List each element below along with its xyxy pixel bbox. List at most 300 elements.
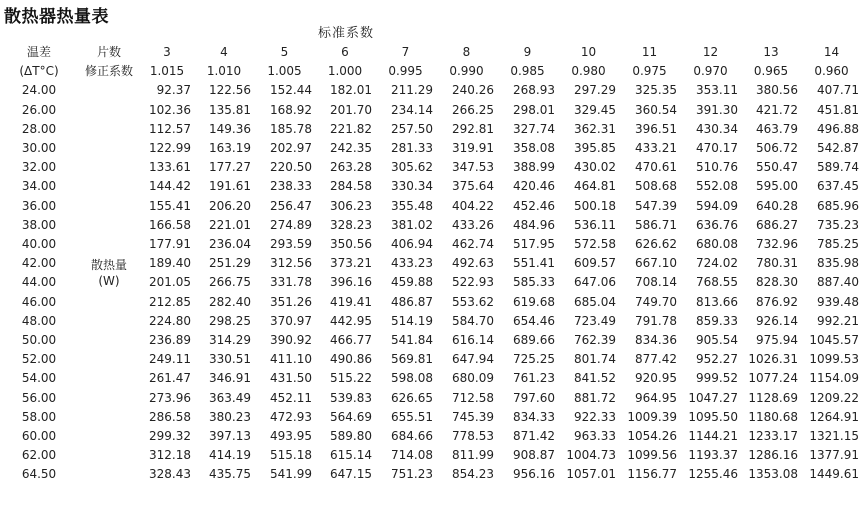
heat-value-cell: 380.23 — [209, 409, 251, 424]
heat-value-cell: 1286.16 — [748, 448, 798, 463]
heat-value-cell: 492.63 — [452, 256, 494, 271]
heat-value-cell: 626.62 — [635, 237, 677, 252]
heat-value-cell: 547.39 — [635, 198, 677, 213]
heat-value-cell: 281.33 — [391, 141, 433, 156]
heat-value-cell: 411.10 — [270, 352, 312, 367]
correction-coefficient: 1.010 — [206, 64, 242, 79]
heat-value-cell: 1180.68 — [748, 409, 798, 424]
heat-value-cell: 144.42 — [149, 179, 191, 194]
heat-value-cell: 500.18 — [574, 198, 616, 213]
heat-value-cell: 299.32 — [149, 429, 191, 444]
pieces-count: 11 — [641, 45, 658, 59]
heat-value-cell: 952.27 — [696, 352, 738, 367]
heat-value-cell: 589.80 — [330, 429, 372, 444]
heat-value-cell: 615.14 — [330, 448, 372, 463]
empty-label-cell — [78, 120, 140, 139]
empty-label-cell — [78, 177, 140, 196]
heat-value-cell: 723.49 — [574, 313, 616, 328]
empty-label-cell — [78, 158, 140, 177]
heat-value-cell: 685.96 — [817, 198, 859, 213]
heat-value-cell: 508.68 — [635, 179, 677, 194]
heat-value-cell: 362.31 — [574, 121, 616, 136]
heat-value-cell: 922.33 — [574, 409, 616, 424]
heat-value-cell: 751.23 — [391, 467, 433, 482]
heat-output-label — [78, 254, 140, 292]
header-row-coefficients — [0, 62, 862, 81]
table-row — [0, 369, 862, 388]
heat-value-cell: 595.00 — [756, 179, 798, 194]
empty-label-cell — [78, 408, 140, 427]
heat-value-cell: 189.40 — [149, 256, 191, 271]
heat-value-cell: 346.91 — [209, 371, 251, 386]
heat-value-cell: 841.52 — [574, 371, 616, 386]
heat-value-cell: 834.36 — [635, 333, 677, 348]
heat-value-cell: 564.69 — [330, 409, 372, 424]
heat-value-cell: 274.89 — [270, 217, 312, 232]
table-row — [0, 350, 862, 369]
heat-value-cell: 220.50 — [270, 160, 312, 175]
heat-value-cell: 470.61 — [635, 160, 677, 175]
heat-value-cell: 1193.37 — [688, 448, 738, 463]
heat-value-cell: 298.25 — [209, 313, 251, 328]
heat-value-cell: 221.82 — [330, 121, 372, 136]
pieces-count: 13 — [763, 45, 779, 59]
heat-value-cell: 240.26 — [452, 83, 494, 98]
table-row — [0, 465, 862, 484]
heat-value-cell: 761.23 — [513, 371, 555, 386]
heat-value-cell: 506.72 — [756, 141, 798, 156]
heat-value-cell: 636.76 — [696, 217, 738, 232]
temp-diff-cell: 36.00 — [21, 198, 57, 213]
correction-coefficient: 1.000 — [327, 64, 363, 79]
heat-value-cell: 293.59 — [270, 237, 312, 252]
heat-value-cell: 1209.22 — [809, 390, 859, 405]
heat-value-cell: 1099.56 — [627, 448, 677, 463]
table-row — [0, 101, 862, 120]
temp-label-line1: 温差 — [26, 45, 51, 59]
heat-value-cell: 463.79 — [756, 121, 798, 136]
correction-coefficient: 0.975 — [632, 64, 667, 79]
heat-value-cell: 286.58 — [149, 409, 191, 424]
heat-value-cell: 353.11 — [696, 83, 738, 98]
heat-value-cell: 680.08 — [696, 237, 738, 252]
heat-value-cell: 686.27 — [756, 217, 798, 232]
heat-value-cell: 122.56 — [209, 83, 251, 98]
heat-value-cell: 834.33 — [513, 409, 555, 424]
heat-value-cell: 133.61 — [149, 160, 191, 175]
temp-diff-cell: 44.00 — [21, 275, 57, 290]
heat-value-cell: 236.89 — [149, 333, 191, 348]
heat-value-cell: 221.01 — [209, 217, 251, 232]
heat-value-cell: 541.99 — [270, 467, 312, 482]
page-title: 散热器热量表 — [4, 7, 109, 27]
heat-value-cell: 202.97 — [270, 141, 312, 156]
heat-value-cell: 329.45 — [574, 102, 616, 117]
correction-coefficient: 0.970 — [693, 64, 728, 79]
heat-value-cell: 1156.77 — [627, 467, 677, 482]
correction-coefficient: 0.985 — [510, 64, 545, 79]
heat-value-cell: 414.19 — [209, 448, 251, 463]
heat-value-cell: 1321.15 — [809, 429, 859, 444]
correction-coefficient: 0.960 — [814, 64, 849, 79]
heat-value-cell: 768.55 — [696, 275, 738, 290]
pieces-count: 4 — [220, 45, 228, 59]
heat-value-cell: 452.46 — [513, 198, 555, 213]
heat-value-cell: 347.53 — [452, 160, 494, 175]
heat-value-cell: 112.57 — [149, 121, 191, 136]
table-row — [0, 120, 862, 139]
heat-value-cell: 177.27 — [209, 160, 251, 175]
empty-label-cell — [78, 331, 140, 350]
heat-value-cell: 871.42 — [513, 429, 555, 444]
heat-value-cell: 1004.73 — [566, 448, 616, 463]
coef-label: 修正系数 — [84, 64, 133, 79]
heat-value-cell: 201.70 — [330, 102, 372, 117]
pieces-count: 10 — [580, 45, 597, 59]
heat-value-cell: 419.41 — [330, 294, 372, 309]
temp-diff-cell: 48.00 — [21, 313, 57, 328]
heat-value-cell: 472.93 — [270, 409, 312, 424]
heat-value-cell: 780.31 — [756, 256, 798, 271]
heat-value-cell: 236.04 — [209, 237, 251, 252]
heat-value-cell: 168.92 — [270, 102, 312, 117]
temp-diff-cell: 52.00 — [21, 352, 57, 367]
heat-value-cell: 569.81 — [391, 352, 433, 367]
table-row — [0, 408, 862, 427]
table-row — [0, 254, 862, 273]
table-row — [0, 235, 862, 254]
empty-label-cell — [78, 235, 140, 254]
heat-value-cell: 404.22 — [452, 198, 494, 213]
heat-value-cell: 234.14 — [391, 102, 433, 117]
heat-value-cell: 908.87 — [513, 448, 555, 463]
heat-value-cell: 390.92 — [270, 333, 312, 348]
heat-value-cell: 637.45 — [817, 179, 859, 194]
empty-label-cell — [78, 293, 140, 312]
heat-value-cell: 517.95 — [513, 237, 555, 252]
heat-value-cell: 963.33 — [574, 429, 616, 444]
pieces-count: 14 — [823, 45, 840, 59]
heat-value-cell: 395.85 — [574, 141, 616, 156]
heat-value-cell: 1264.91 — [809, 409, 859, 424]
table-row — [0, 216, 862, 235]
heat-value-cell: 1026.31 — [748, 352, 798, 367]
heat-value-cell: 667.10 — [635, 256, 677, 271]
table-row — [0, 312, 862, 331]
heat-value-cell: 305.62 — [391, 160, 433, 175]
temp-diff-cell: 60.00 — [21, 429, 57, 444]
heat-value-cell: 689.66 — [513, 333, 555, 348]
heat-value-cell: 327.74 — [513, 121, 555, 136]
correction-coefficient: 0.980 — [571, 64, 606, 79]
heat-value-cell: 801.74 — [574, 352, 616, 367]
heat-value-cell: 442.95 — [330, 313, 372, 328]
heat-value-cell: 1144.21 — [688, 429, 738, 444]
heat-value-cell: 430.34 — [696, 121, 738, 136]
heat-value-cell: 877.42 — [635, 352, 677, 367]
pieces-count: 12 — [702, 45, 719, 59]
heat-value-cell: 732.96 — [756, 237, 798, 252]
heat-value-cell: 1009.39 — [627, 409, 677, 424]
heat-value-cell: 257.50 — [391, 121, 433, 136]
heat-value-cell: 273.96 — [149, 390, 191, 405]
heat-value-cell: 261.47 — [149, 371, 191, 386]
heat-value-cell: 355.48 — [391, 198, 433, 213]
heat-value-cell: 515.22 — [330, 371, 372, 386]
heat-value-cell: 122.99 — [149, 141, 191, 156]
correction-coefficient: 0.990 — [449, 64, 484, 79]
heat-value-cell: 647.06 — [574, 275, 616, 290]
heat-value-cell: 312.56 — [270, 256, 312, 271]
heat-value-cell: 835.98 — [817, 256, 859, 271]
table-row — [0, 177, 862, 196]
heat-value-cell: 373.21 — [330, 256, 372, 271]
temp-diff-cell: 40.00 — [21, 237, 57, 252]
heat-value-cell: 406.94 — [391, 237, 433, 252]
empty-label-cell — [78, 427, 140, 446]
heat-value-cell: 155.41 — [149, 198, 191, 213]
heat-value-cell: 1449.61 — [809, 467, 859, 482]
heat-value-cell: 926.14 — [756, 313, 798, 328]
table-row — [0, 293, 862, 312]
heat-value-cell: 306.23 — [330, 198, 372, 213]
coefficient-header: 标准系数 — [318, 26, 375, 41]
heat-value-cell: 496.88 — [817, 121, 859, 136]
heat-value-cell: 626.65 — [391, 390, 433, 405]
heat-value-cell: 149.36 — [209, 121, 251, 136]
heat-value-cell: 201.05 — [149, 275, 191, 290]
heat-value-cell: 585.33 — [513, 275, 555, 290]
heat-value-cell: 1353.08 — [748, 467, 798, 482]
heat-value-cell: 654.46 — [513, 313, 555, 328]
heat-value-cell: 797.60 — [513, 390, 555, 405]
heat-value-cell: 552.08 — [696, 179, 738, 194]
empty-label-cell — [78, 369, 140, 388]
heat-value-cell: 749.70 — [635, 294, 677, 309]
heat-value-cell: 964.95 — [635, 390, 677, 405]
heat-value-cell: 778.53 — [452, 429, 494, 444]
heat-value-cell: 589.74 — [817, 160, 859, 175]
heat-value-cell: 536.11 — [574, 217, 616, 232]
heat-value-cell: 282.40 — [209, 294, 251, 309]
table-row — [0, 81, 862, 100]
heat-value-cell: 542.87 — [817, 141, 859, 156]
heat-value-cell: 177.91 — [149, 237, 191, 252]
heat-value-cell: 684.66 — [391, 429, 433, 444]
heat-value-cell: 224.80 — [149, 313, 191, 328]
heat-value-cell: 92.37 — [156, 83, 191, 98]
temp-diff-cell: 56.00 — [21, 390, 57, 405]
heat-value-cell: 249.11 — [149, 352, 191, 367]
heat-value-cell: 182.01 — [330, 83, 372, 98]
heat-value-cell: 598.08 — [391, 371, 433, 386]
heat-value-cell: 319.91 — [452, 141, 494, 156]
heat-value-cell: 397.13 — [209, 429, 251, 444]
heat-value-cell: 328.23 — [330, 217, 372, 232]
heat-value-cell: 466.77 — [330, 333, 372, 348]
heat-value-cell: 375.64 — [452, 179, 494, 194]
heat-value-cell: 251.29 — [209, 256, 251, 271]
heat-value-cell: 212.85 — [149, 294, 191, 309]
temp-diff-cell: 54.00 — [21, 371, 57, 386]
empty-label-cell — [78, 197, 140, 216]
heat-value-cell: 939.48 — [817, 294, 859, 309]
heat-value-cell: 854.23 — [452, 467, 494, 482]
heat-value-cell: 724.02 — [696, 256, 738, 271]
heat-value-cell: 297.29 — [574, 83, 616, 98]
heat-value-cell: 762.39 — [574, 333, 616, 348]
heat-value-cell: 514.19 — [391, 313, 433, 328]
heat-value-cell: 166.58 — [149, 217, 191, 232]
heat-value-cell: 391.30 — [696, 102, 738, 117]
table-row — [0, 389, 862, 408]
empty-label-cell — [78, 312, 140, 331]
temp-diff-cell: 62.00 — [21, 448, 57, 463]
heat-value-cell: 211.29 — [391, 83, 433, 98]
pieces-count: 6 — [341, 45, 349, 59]
empty-label-cell — [78, 350, 140, 369]
heat-value-cell: 330.51 — [209, 352, 251, 367]
heat-value-cell: 206.20 — [209, 198, 251, 213]
heat-value-cell: 586.71 — [635, 217, 677, 232]
heat-value-cell: 920.95 — [635, 371, 677, 386]
heat-value-cell: 380.56 — [756, 83, 798, 98]
table-row — [0, 158, 862, 177]
temp-diff-cell: 28.00 — [21, 121, 57, 136]
heat-value-cell: 185.78 — [270, 121, 312, 136]
heat-value-cell: 490.86 — [330, 352, 372, 367]
heat-value-cell: 553.62 — [452, 294, 494, 309]
temp-diff-cell: 32.00 — [21, 160, 57, 175]
heat-value-cell: 1099.53 — [809, 352, 859, 367]
heat-value-cell: 464.81 — [574, 179, 616, 194]
heat-value-cell: 1047.27 — [688, 390, 738, 405]
heat-value-cell: 330.34 — [391, 179, 433, 194]
heat-value-cell: 785.25 — [817, 237, 859, 252]
heat-value-cell: 451.81 — [817, 102, 859, 117]
empty-label-cell — [78, 216, 140, 235]
heat-value-cell: 242.35 — [330, 141, 372, 156]
heat-value-cell: 396.51 — [635, 121, 677, 136]
heat-value-cell: 493.95 — [270, 429, 312, 444]
temp-diff-cell: 38.00 — [21, 217, 57, 232]
heat-value-cell: 594.09 — [696, 198, 738, 213]
heat-value-cell: 550.47 — [756, 160, 798, 175]
heat-value-cell: 266.25 — [452, 102, 494, 117]
heat-value-cell: 396.16 — [330, 275, 372, 290]
temp-label-line2: (ΔT°C) — [19, 64, 59, 79]
pieces-count: 8 — [462, 45, 471, 59]
heat-value-cell: 486.87 — [391, 294, 433, 309]
pieces-count: 7 — [401, 45, 410, 59]
heat-value-cell: 539.83 — [330, 390, 372, 405]
heat-value-cell: 363.49 — [209, 390, 251, 405]
heat-value-cell: 992.21 — [817, 313, 859, 328]
heat-value-cell: 1233.17 — [748, 429, 798, 444]
heat-value-cell: 292.81 — [452, 121, 494, 136]
heat-value-cell: 1128.69 — [748, 390, 798, 405]
heat-value-cell: 433.23 — [391, 256, 433, 271]
table-row — [0, 139, 862, 158]
heat-value-cell: 135.81 — [209, 102, 251, 117]
heat-value-cell: 358.08 — [513, 141, 555, 156]
temp-diff-cell: 26.00 — [21, 102, 57, 117]
header-row-pieces — [0, 43, 862, 62]
heat-value-cell: 1095.50 — [688, 409, 738, 424]
heat-value-cell: 102.36 — [149, 102, 191, 117]
heat-output-table — [0, 43, 862, 485]
heat-value-cell: 680.09 — [452, 371, 494, 386]
empty-label-cell — [78, 139, 140, 158]
table-row — [0, 446, 862, 465]
table-row — [0, 427, 862, 446]
heat-value-cell: 745.39 — [452, 409, 494, 424]
pieces-count: 5 — [280, 45, 289, 59]
heat-value-cell: 350.56 — [330, 237, 372, 252]
heat-value-cell: 1057.01 — [566, 467, 616, 482]
correction-coefficient: 0.965 — [753, 64, 789, 79]
temp-diff-cell: 34.00 — [21, 179, 57, 194]
heat-value-cell: 584.70 — [452, 313, 494, 328]
heat-value-cell: 266.75 — [209, 275, 251, 290]
correction-coefficient: 1.005 — [267, 64, 302, 79]
heat-value-cell: 381.02 — [391, 217, 433, 232]
correction-coefficient: 0.995 — [388, 64, 423, 79]
heat-value-cell: 1255.46 — [688, 467, 738, 482]
heat-value-cell: 876.92 — [756, 294, 798, 309]
heat-value-cell: 459.88 — [391, 275, 433, 290]
heat-value-cell: 312.18 — [149, 448, 191, 463]
heat-value-cell: 433.21 — [635, 141, 677, 156]
heat-output-unit: (W) — [98, 274, 120, 289]
heat-value-cell: 163.19 — [209, 141, 251, 156]
heat-value-cell: 619.68 — [513, 294, 555, 309]
heat-value-cell: 238.33 — [270, 179, 312, 194]
temp-diff-cell: 42.00 — [21, 256, 57, 271]
temp-diff-cell: 46.00 — [21, 294, 57, 309]
heat-value-cell: 314.29 — [209, 333, 251, 348]
heat-value-cell: 298.01 — [513, 102, 555, 117]
heat-value-cell: 813.66 — [696, 294, 738, 309]
heat-value-cell: 887.40 — [817, 275, 859, 290]
heat-value-cell: 791.78 — [635, 313, 677, 328]
heat-value-cell: 655.51 — [391, 409, 433, 424]
heat-value-cell: 263.28 — [330, 160, 372, 175]
pieces-count: 3 — [163, 45, 171, 59]
empty-label-cell — [78, 389, 140, 408]
heat-value-cell: 975.94 — [756, 333, 798, 348]
heat-value-cell: 859.33 — [696, 313, 738, 328]
heat-value-cell: 331.78 — [270, 275, 312, 290]
empty-label-cell — [78, 101, 140, 120]
heat-value-cell: 708.14 — [635, 275, 677, 290]
heat-value-cell: 881.72 — [574, 390, 616, 405]
heat-value-cell: 647.15 — [330, 467, 372, 482]
heat-value-cell: 647.94 — [452, 352, 494, 367]
empty-label-cell — [78, 465, 140, 484]
heat-value-cell: 433.26 — [452, 217, 494, 232]
heat-value-cell: 421.72 — [756, 102, 798, 117]
heat-value-cell: 325.35 — [635, 83, 677, 98]
heat-value-cell: 328.43 — [149, 467, 191, 482]
heat-value-cell: 712.58 — [452, 390, 494, 405]
heat-value-cell: 360.54 — [635, 102, 677, 117]
heat-value-cell: 609.57 — [574, 256, 616, 271]
heat-value-cell: 510.76 — [696, 160, 738, 175]
heat-value-cell: 351.26 — [270, 294, 312, 309]
heat-value-cell: 388.99 — [513, 160, 555, 175]
heat-value-cell: 1377.91 — [809, 448, 859, 463]
